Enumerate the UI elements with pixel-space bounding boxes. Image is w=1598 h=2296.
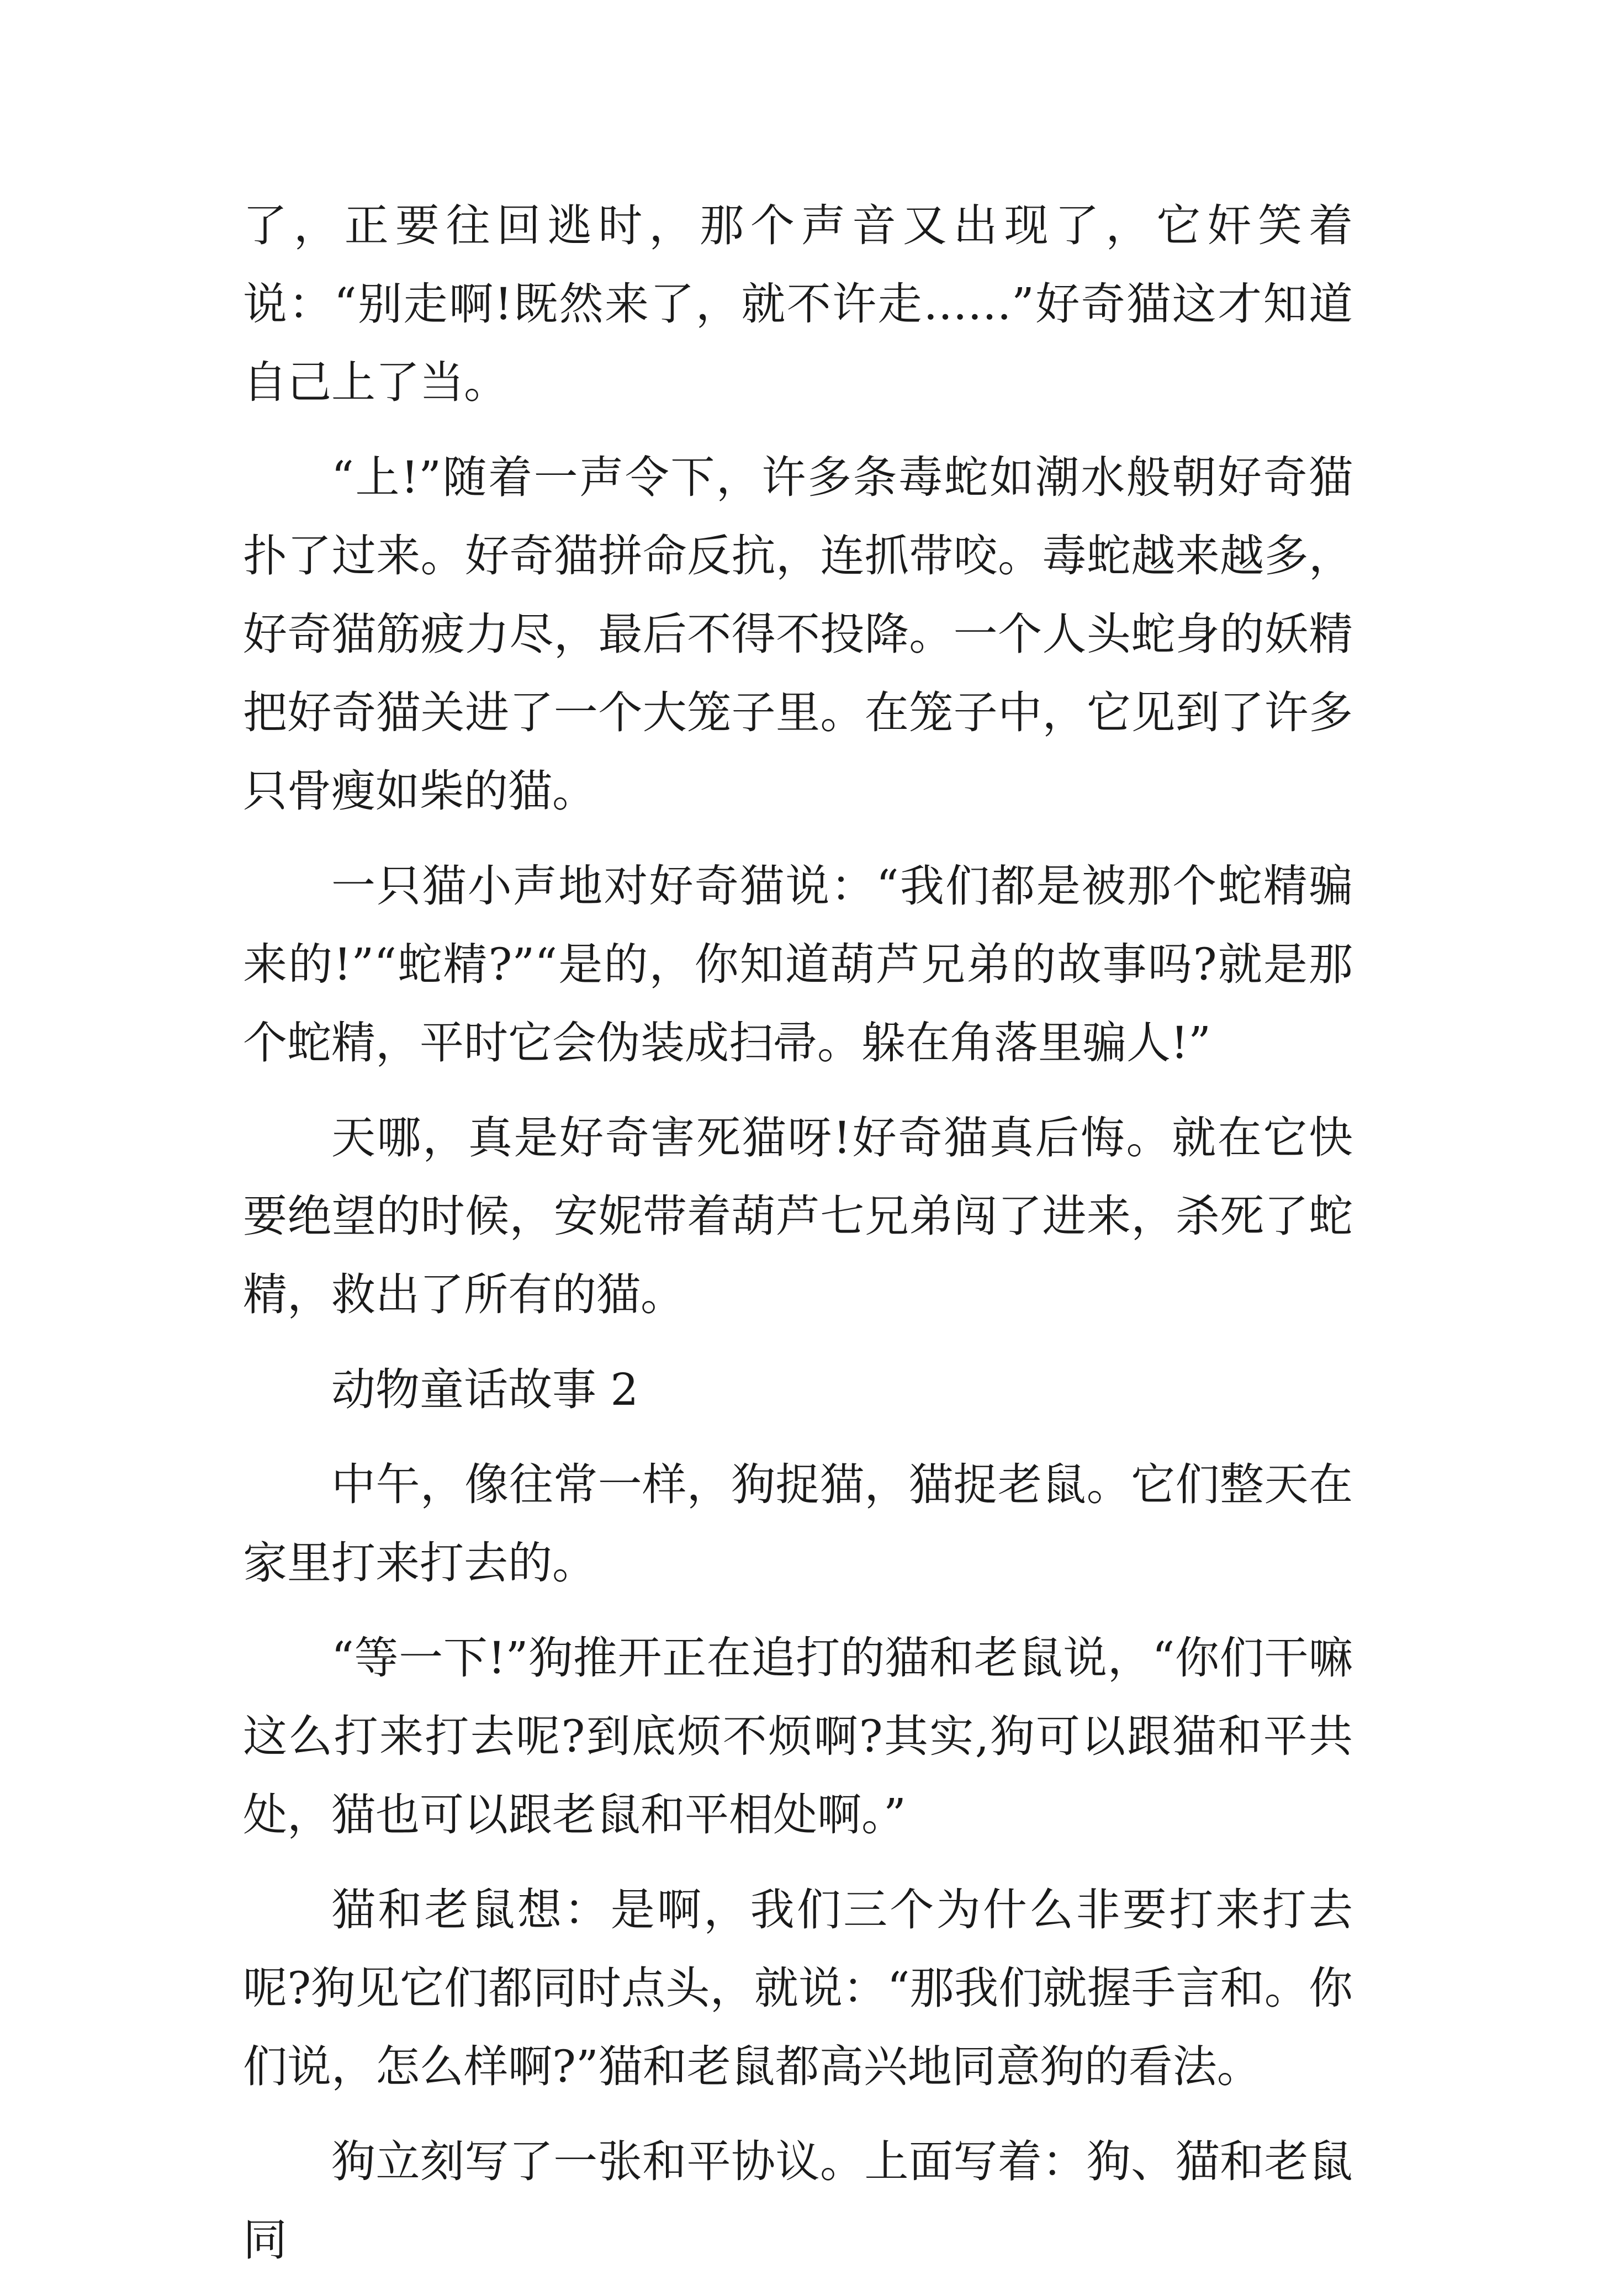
paragraph: 天哪，真是好奇害死猫呀!好奇猫真后悔。就在它快要绝望的时候，安妮带着葫芦七兄弟闯了进来，杀死了蛇精，救出了所有的猫。: [243, 1112, 1353, 1320]
paragraph: 猫和老鼠想：是啊，我们三个为什么非要打来打去呢?狗见它们都同时点头，就说：“那我们就握手言和。你们说，怎么样啊?”猫和老鼠都高兴地同意狗的看法。: [243, 1884, 1353, 2092]
document-body: [243, 187, 1353, 2296]
paragraph: “上!”随着一声令下，许多条毒蛇如潮水般朝好奇猫扑了过来。好奇猫拼命反抗，连抓带咬。毒蛇越来越多，好奇猫筋疲力尽，最后不得不投降。一个人头蛇身的妖精把好奇猫关进了一个大笼子里。在笼子中，它见到了许多只骨瘦如柴的猫。: [243, 452, 1353, 817]
paragraph: 中午，像往常一样，狗捉猫，猫捉老鼠。它们整天在家里打来打去的。: [243, 1459, 1353, 1589]
paragraph-continuation: 了，正要往回逃时，那个声音又出现了，它奸笑着说：“别走啊!既然来了，就不许走……”好奇猫这才知道自己上了当。: [243, 200, 1353, 408]
section-heading: 动物童话故事 2: [331, 1364, 639, 1415]
paragraph: “等一下!”狗推开正在追打的猫和老鼠说，“你们干嘛这么打来打去呢?到底烦不烦啊?其实,狗可以跟猫和平共处，猫也可以跟老鼠和平相处啊。”: [243, 1632, 1353, 1840]
paragraph: 一只猫小声地对好奇猫说：“我们都是被那个蛇精骗来的!”“蛇精?”“是的，你知道葫芦兄弟的故事吗?就是那个蛇精，平时它会伪装成扫帚。躲在角落里骗人!”: [243, 860, 1353, 1068]
paragraph: 狗立刻写了一张和平协议。上面写着：狗、猫和老鼠同: [243, 2136, 1353, 2266]
